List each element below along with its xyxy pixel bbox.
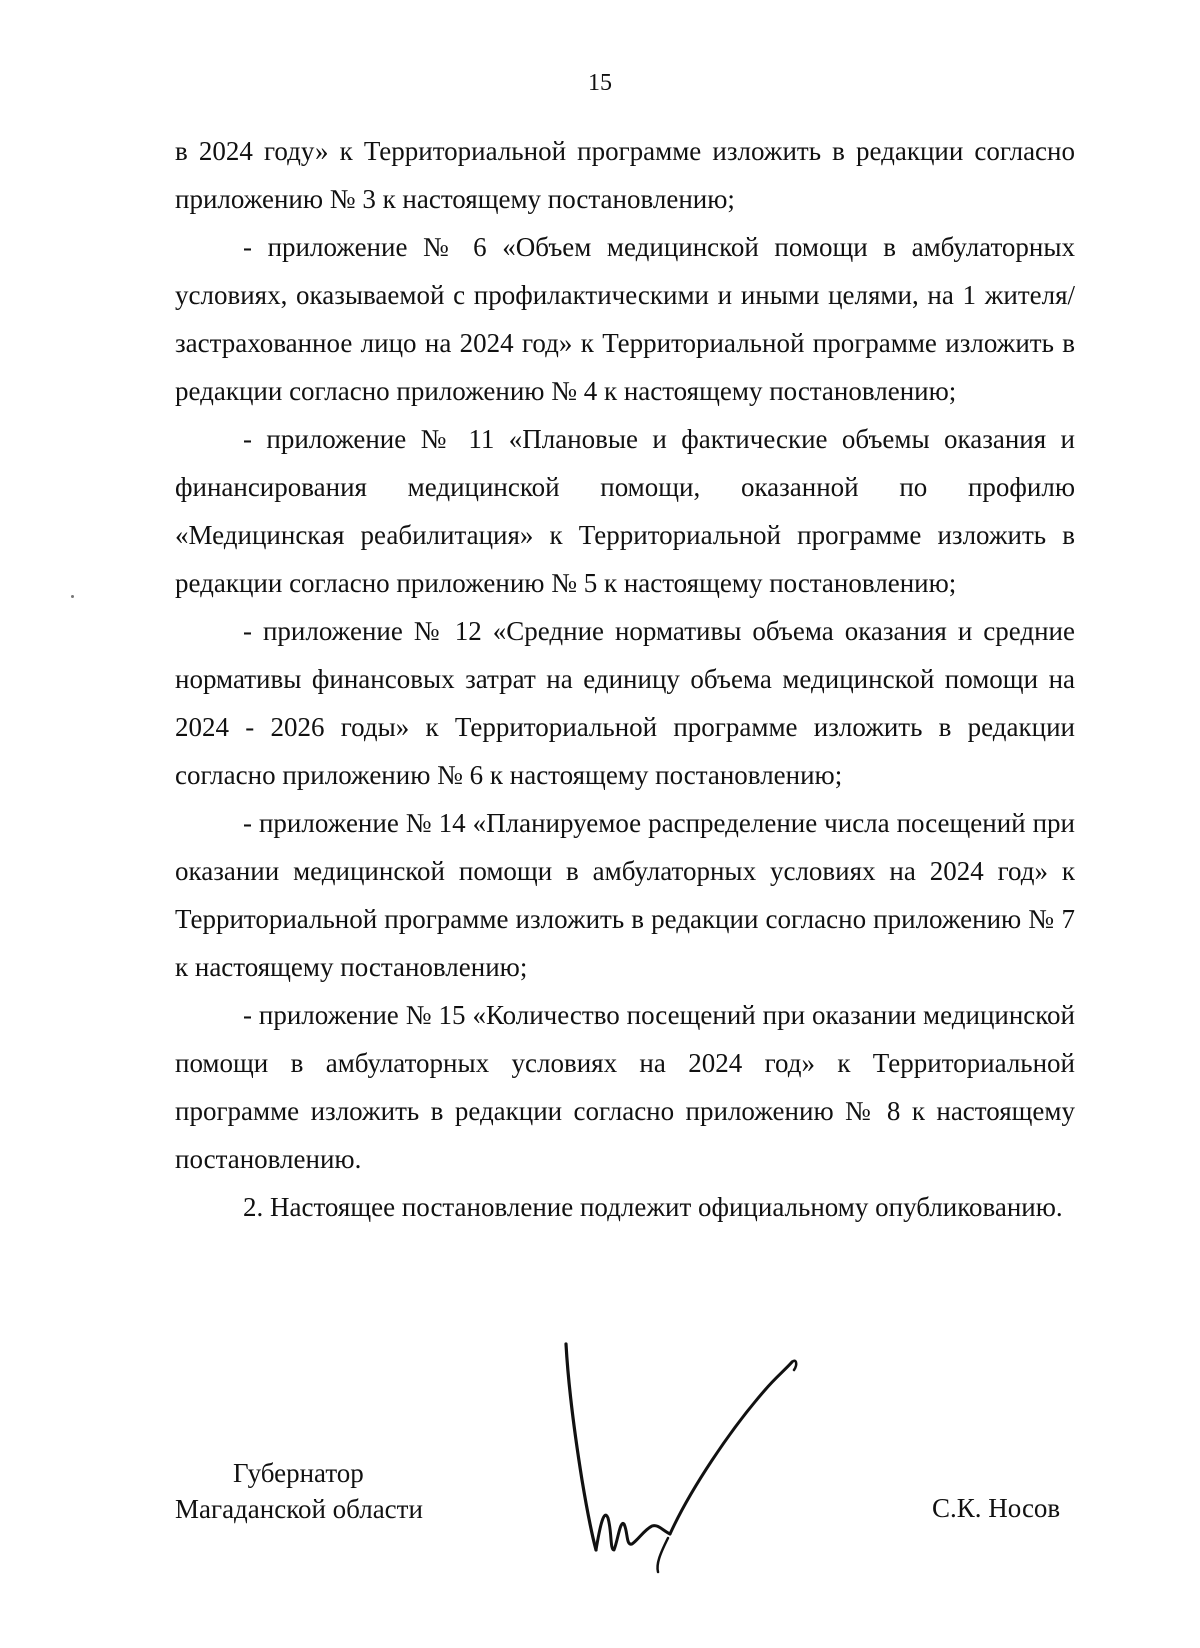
signatory-title xyxy=(175,1455,423,1527)
paragraph-3: - приложение № 11 «Плановые и фактические объемы оказания и финансирования медицинской помощи, оказанной по профилю «Медицинская реабилитация» к Территориальной программе изложить в редакции согласно приложению № 5 к настоящему постановлению; xyxy=(175,424,1075,598)
signatory-title-line2: Магаданской области xyxy=(175,1494,423,1524)
document-body xyxy=(175,127,1075,1231)
paragraph-5: - приложение № 14 «Планируемое распределение числа посещений при оказании медицинской помощи в амбулаторных условиях на 2024 год» к Территориальной программе изложить в редакции согласно приложению № 7 к настоящему постановлению; xyxy=(175,808,1075,982)
paragraph-2: - приложение № 6 «Объем медицинской помощи в амбулаторных условиях, оказываемой с профилактическими и иными целями, на 1 жителя/застрахованное лицо на 2024 год» к Территориальной программе изложить в редакции согласно приложению № 4 к настоящему постановлению; xyxy=(175,232,1075,406)
paragraph-4: - приложение № 12 «Средние нормативы объема оказания и средние нормативы финансовых затрат на единицу объема медицинской помощи на 2024 - 2026 годы» к Территориальной программе изложить в редакции согласно приложению № 6 к настоящему постановлению; xyxy=(175,616,1075,790)
handwritten-signature xyxy=(560,1340,860,1580)
signatory-title-line1: Губернатор xyxy=(233,1458,364,1488)
page-number: 15 xyxy=(588,70,612,96)
paragraph-1: в 2024 году» к Территориальной программе изложить в редакции согласно приложению № 3 к настоящему постановлению; xyxy=(175,136,1075,214)
scan-speck xyxy=(71,595,74,598)
signatory-name: С.К. Носов xyxy=(932,1493,1061,1523)
paragraph-7: 2. Настоящее постановление подлежит официальному опубликованию. xyxy=(243,1192,1063,1222)
paragraph-6: - приложение № 15 «Количество посещений при оказании медицинской помощи в амбулаторных условиях на 2024 год» к Территориальной программе изложить в редакции согласно приложению № 8 к настоящему постановлению. xyxy=(175,1000,1075,1174)
